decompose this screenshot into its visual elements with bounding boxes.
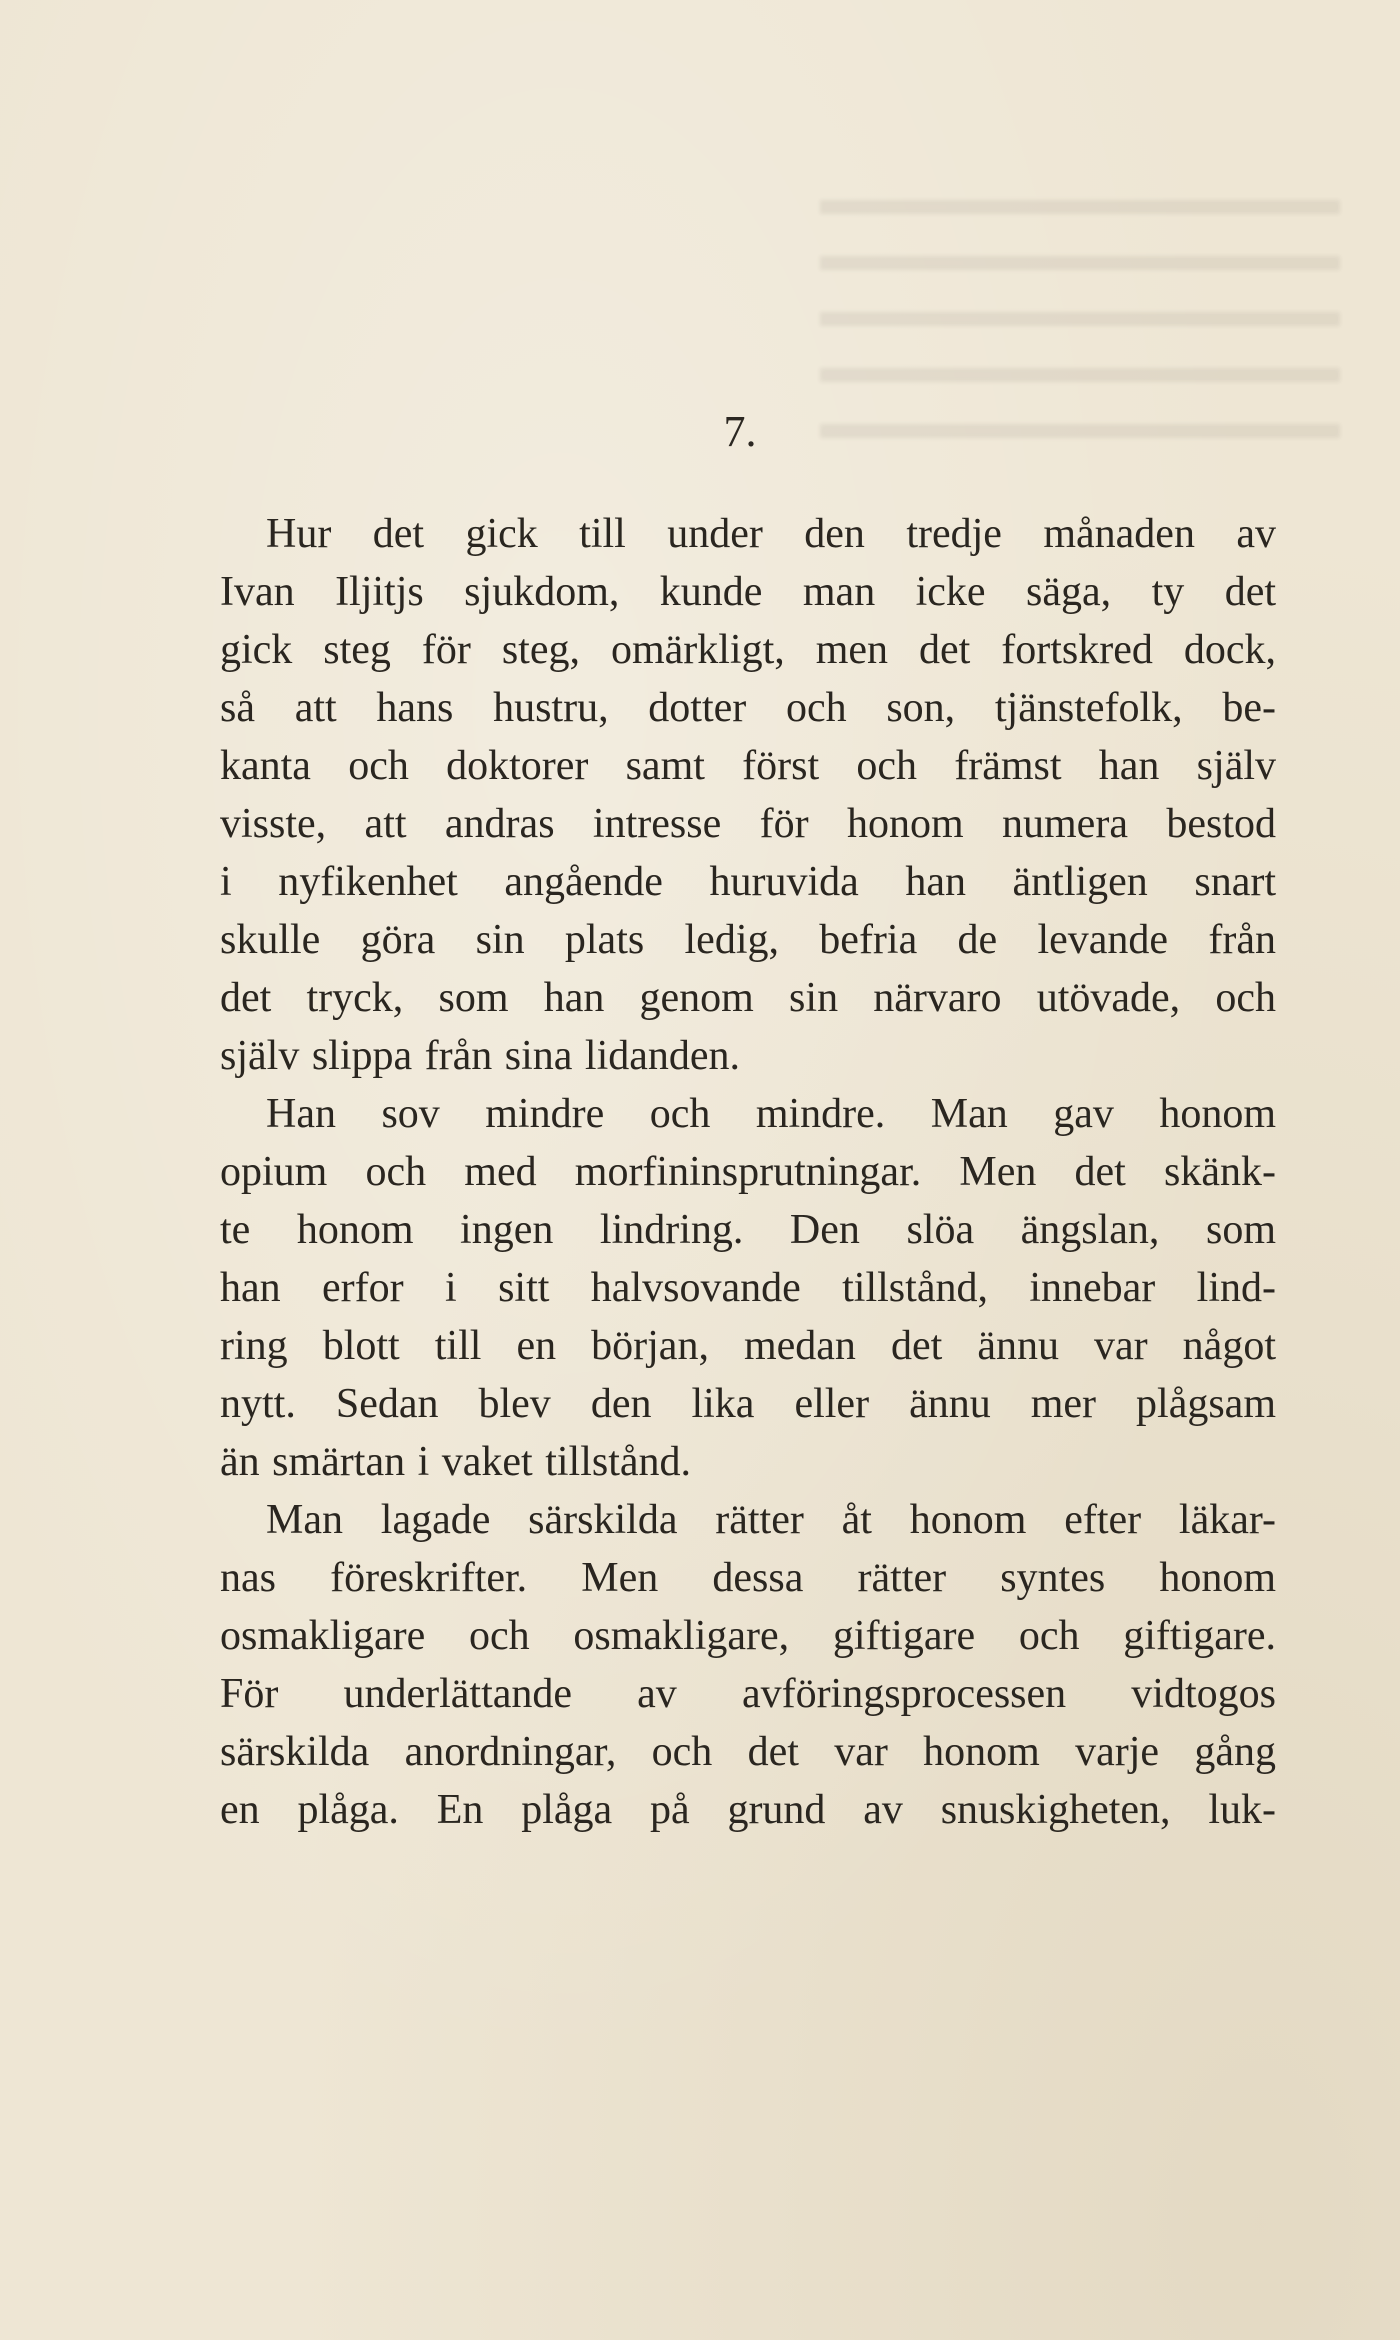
text-line: särskilda anordningar, och det var honom varje gång [220, 1729, 1276, 1775]
text-line: han erfor i sitt halvsovande tillstånd, innebar lind- [220, 1265, 1276, 1311]
text-line: än smärtan i vaket tillstånd. [220, 1439, 692, 1485]
text-line: i nyfikenhet angående huruvida han äntligen snart [220, 859, 1276, 905]
text-line: visste, att andras intresse för honom numera bestod [220, 801, 1276, 847]
text-line: nas föreskrifter. Men dessa rätter syntes honom [220, 1555, 1276, 1601]
text-line: så att hans hustru, dotter och son, tjänstefolk, be- [220, 685, 1276, 731]
text-line: För underlättande av avföringsprocessen vidtogos [220, 1671, 1276, 1717]
text-line: Ivan Iljitjs sjukdom, kunde man icke säga, ty det [220, 569, 1276, 615]
chapter-number: 7. [723, 407, 757, 456]
text-line: Man lagade särskilda rätter åt honom efter läkar- [266, 1497, 1276, 1543]
text-line: osmakligare och osmakligare, giftigare och giftigare. [220, 1613, 1276, 1659]
text-line: skulle göra sin plats ledig, befria de levande från [220, 917, 1276, 963]
text-line: Han sov mindre och mindre. Man gav honom [266, 1091, 1276, 1137]
text-line: Hur det gick till under den tredje månaden av [266, 511, 1276, 557]
text-line: ring blott till en början, medan det ännu var något [220, 1323, 1276, 1369]
text-line: kanta och doktorer samt först och främst han själv [220, 743, 1276, 789]
text-line: det tryck, som han genom sin närvaro utövade, och [220, 975, 1276, 1021]
text-line: te honom ingen lindring. Den slöa ängslan, som [220, 1207, 1276, 1253]
text-line: nytt. Sedan blev den lika eller ännu mer plågsam [220, 1381, 1276, 1427]
text-line: opium och med morfininsprutningar. Men det skänk- [220, 1149, 1276, 1195]
text-line: en plåga. En plåga på grund av snuskigheten, luk- [220, 1787, 1276, 1833]
body-text [220, 505, 1276, 1839]
text-line: själv slippa från sina lidanden. [220, 1033, 741, 1079]
text-line: gick steg för steg, omärkligt, men det fortskred dock, [220, 627, 1276, 673]
